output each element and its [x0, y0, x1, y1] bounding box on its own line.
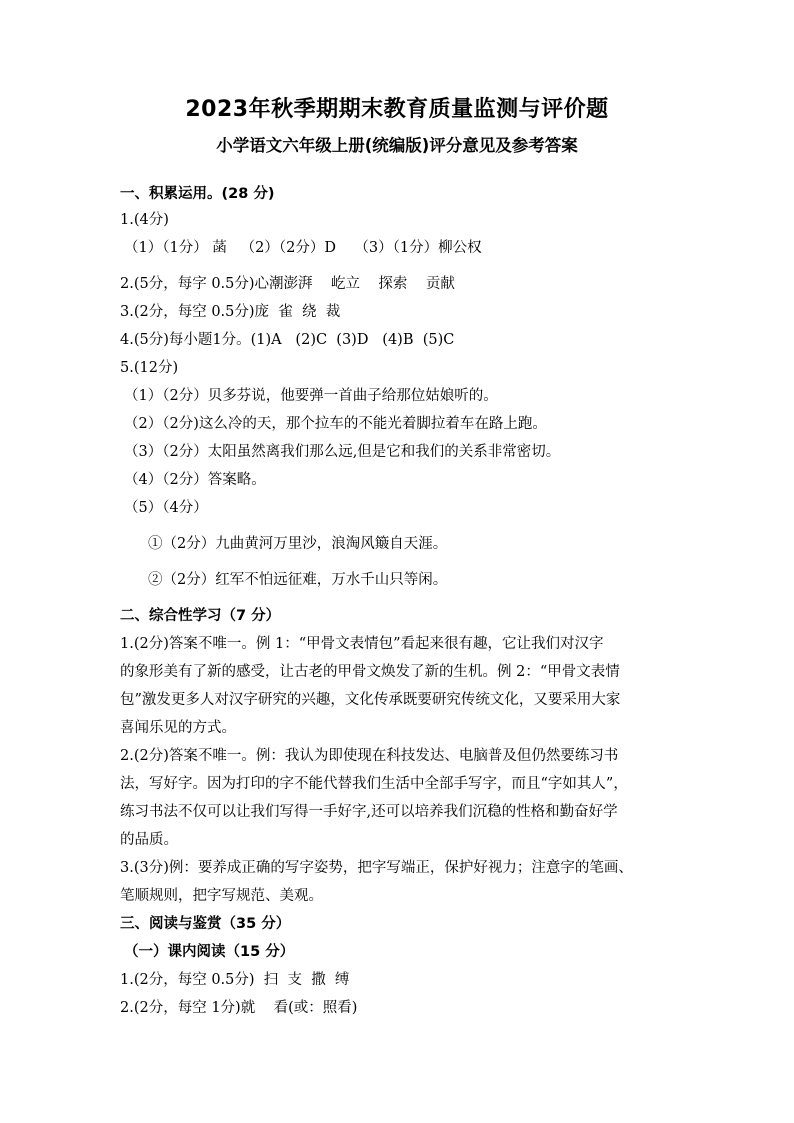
- section-3-heading: 三、阅读与鉴赏（35 分）: [120, 916, 291, 932]
- s1-q1-answers: （1）（1分） 菡 （2）（2分）D （3）（1分）柳公权: [124, 240, 482, 256]
- s2-p1-line: 喜闻乐见的方式。: [120, 720, 236, 736]
- s2-p1-line: 1.(2分)答案不唯一。例 1：“甲骨文表情包”看起来很有趣，它让我们对汉字: [120, 636, 604, 652]
- s1-q5-5-a: ①（2分）九曲黄河万里沙，浪淘风簸自天涯。: [148, 536, 448, 552]
- s1-q5-1: （1）（2分）贝多芬说，他要弹一首曲子给那位姑娘听的。: [124, 388, 498, 404]
- s2-p2-line: 的品质。: [120, 832, 178, 848]
- s2-p2-line: 法，写好字。因为打印的字不能代替我们生活中全部手写字，而且“字如其人”，: [120, 776, 628, 792]
- s1-q5-4: （4）（2分）答案略。: [124, 472, 266, 488]
- s2-p1-line: 包”激发更多人对汉字研究的兴趣，文化传承既要研究传统文化，又要采用大家: [120, 692, 621, 708]
- s2-p3-line: 笔顺规则，把字写规范、美观。: [120, 888, 323, 904]
- page-subtitle: 小学语文六年级上册(统编版)评分意见及参考答案: [216, 136, 578, 155]
- s3-q2: 2.(2分，每空 1分)就 看(或：照看): [120, 1000, 358, 1016]
- s2-p2-line: 练习书法不仅可以让我们写得一手好字,还可以培养我们沉稳的性格和勤奋好学: [120, 804, 618, 820]
- page-title: 2023年秋季期期末教育质量监测与评价题: [185, 97, 609, 122]
- section-3-subheading: （一）课内阅读（15 分）: [124, 944, 295, 960]
- s2-p2-line: 2.(2分)答案不唯一。例：我认为即使现在科技发达、电脑普及但仍然要练习书: [120, 748, 619, 764]
- s1-q5-5-b: ②（2分）红军不怕远征难，万水千山只等闲。: [148, 572, 448, 588]
- s1-q5-3: （3）（2分）太阳虽然离我们那么远,但是它和我们的关系非常密切。: [124, 444, 561, 460]
- s3-q1: 1.(2分，每空 0.5分) 扫 支 撒 缚: [120, 972, 350, 988]
- section-2-heading: 二、综合性学习（7 分）: [120, 608, 281, 624]
- s1-q3: 3.(2分，每空 0.5分)庞 雀 绕 裁: [120, 304, 341, 320]
- s1-q2: 2.(5分，每字 0.5分)心潮澎湃 屹立 探索 贡献: [120, 276, 455, 292]
- s2-p3-line: 3.(3分)例：要养成正确的写字姿势，把字写端正，保护好视力；注意字的笔画、: [120, 860, 633, 876]
- s1-q4: 4.(5分)每小题1分。(1)A (2)C (3)D (4)B (5)C: [120, 332, 455, 348]
- s1-q5-5: （5）（4分）: [124, 500, 208, 516]
- s1-q5: 5.(12分): [120, 360, 179, 376]
- section-1-heading: 一、积累运用。(28 分): [120, 186, 275, 202]
- s2-p1-line: 的象形美有了新的感受，让古老的甲骨文焕发了新的生机。例 2：“甲骨文表情: [120, 664, 620, 680]
- s1-q1: 1.(4分): [120, 212, 169, 228]
- s1-q5-2: （2）（2分)这么冷的天，那个拉车的不能光着脚拉着车在路上跑。: [124, 416, 547, 432]
